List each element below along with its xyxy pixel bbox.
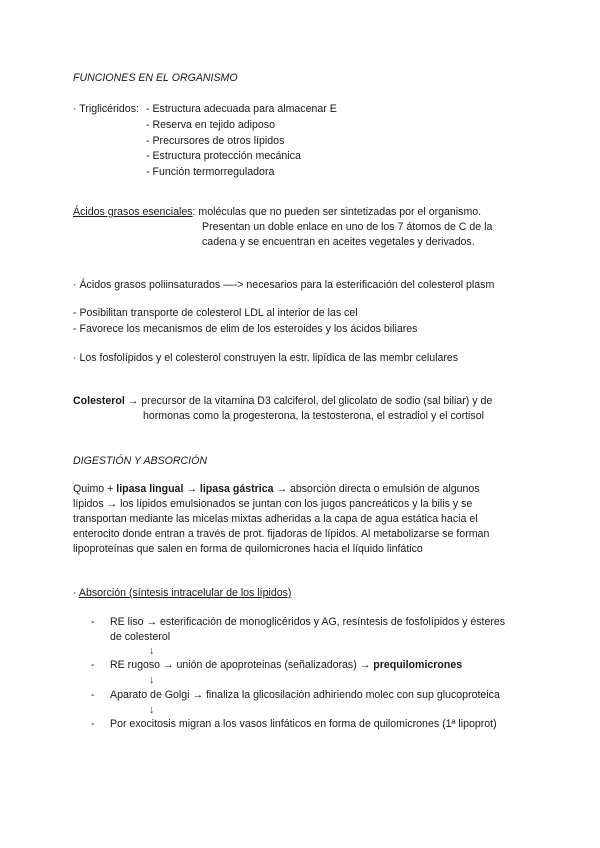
lipasa-gastrica: lipasa gástrica [199, 483, 274, 495]
colesterol-label: Colesterol [73, 395, 125, 407]
dash-bullet: - [91, 689, 95, 701]
acidos-grasos-label: Ácidos grasos esenciales [73, 206, 193, 218]
acidos-grasos-text: : moléculas que no pueden ser sintetizadas por el organismo. [192, 206, 482, 218]
trig-item: - Estructura protección mecánica [146, 150, 301, 162]
colesterol-paragraph [73, 395, 492, 408]
down-arrow-icon: ↓ [149, 704, 155, 716]
colesterol-text: hormonas como la progesterona, la testosterona, el estradiol y el cortisol [143, 410, 484, 422]
poliinsaturados-line: · Ácidos grasos poliinsaturados —-> necesarios para la esterificación del colesterol plasm [73, 279, 495, 291]
bullet: · [73, 587, 79, 599]
absorcion-heading: Absorción (síntesis intracelular de los lípidos) [78, 587, 292, 599]
dash-bullet: - [91, 616, 95, 628]
digestion-paragraph-line [73, 483, 480, 496]
transport-line: - Posibilitan transporte de colesterol LDL al interior de las cel [73, 307, 358, 319]
fosfolipidos-line: · Los fosfolípidos y el colesterol construyen la estr. lipídica de las membr celulares [73, 352, 459, 364]
digestion-paragraph-line: transportan mediante las micelas mixtas adheridas a la capa de agua estática hacia el [73, 513, 478, 525]
digestion-paragraph-line: lipoproteínas que salen en forma de quilomicrones hacia el líquido linfático [73, 543, 423, 555]
step-re-liso-cont: de colesterol [110, 631, 171, 643]
dash-bullet: - [91, 659, 95, 671]
trig-item: - Precursores de otros lípidos [146, 135, 285, 147]
absorcion-heading-line [73, 587, 291, 600]
lipasa-lingual: lipasa lingual [116, 483, 184, 495]
trigliceridos-label: · Triglicéridos: [73, 103, 139, 115]
section-heading-funciones: FUNCIONES EN EL ORGANISMO [73, 72, 238, 84]
text-run: → [183, 483, 200, 495]
text-run: RE rugoso → unión de apoproteinas (señalizadoras) → [110, 659, 374, 671]
colesterol-text: → precursor de la vitamina D3 calciferol, del glicolato de sodio (sal biliar) y de [124, 395, 493, 407]
acidos-grasos-text: cadena y se encuentran en aceites vegetales y derivados. [202, 236, 475, 248]
digestion-paragraph-line: lípidos → los lípidos emulsionados se juntan con los jugos pancreáticos y la bilis y se [73, 498, 473, 510]
acidos-grasos-paragraph [73, 206, 481, 219]
trig-item: - Función termorreguladora [146, 166, 275, 178]
down-arrow-icon: ↓ [149, 674, 155, 686]
trig-item: - Reserva en tejido adiposo [146, 119, 275, 131]
step-re-rugoso [110, 659, 462, 672]
acidos-grasos-text: Presentan un doble enlace en uno de los 7 átomos de C de la [202, 221, 493, 233]
dash-bullet: - [91, 718, 95, 730]
text-run: Quimo + [73, 483, 117, 495]
down-arrow-icon: ↓ [149, 645, 155, 657]
step-re-liso: RE liso → esterificación de monoglicéridos y AG, resíntesis de fosfolípidos y ésteres [110, 616, 506, 628]
section-heading-digestion: DIGESTIÓN Y ABSORCIÓN [73, 455, 208, 467]
trig-item: - Estructura adecuada para almacenar E [146, 103, 337, 115]
text-run: → absorción directa o emulsión de algunos [273, 483, 480, 495]
prequilomicrones: prequilomicrones [373, 659, 463, 671]
step-exocitosis: Por exocitosis migran a los vasos linfáticos en forma de quilomicrones (1ª lipoprot) [110, 718, 497, 730]
digestion-paragraph-line: enterocito donde entran a través de prot. fijadoras de lípidos. Al metabolizarse se forman [73, 528, 490, 540]
step-golgi: Aparato de Golgi → finaliza la glicosilación adhiriendo molec con sup glucoproteica [110, 689, 500, 701]
transport-line: - Favorece los mecanismos de elim de los esteroides y los ácidos biliares [73, 323, 418, 335]
